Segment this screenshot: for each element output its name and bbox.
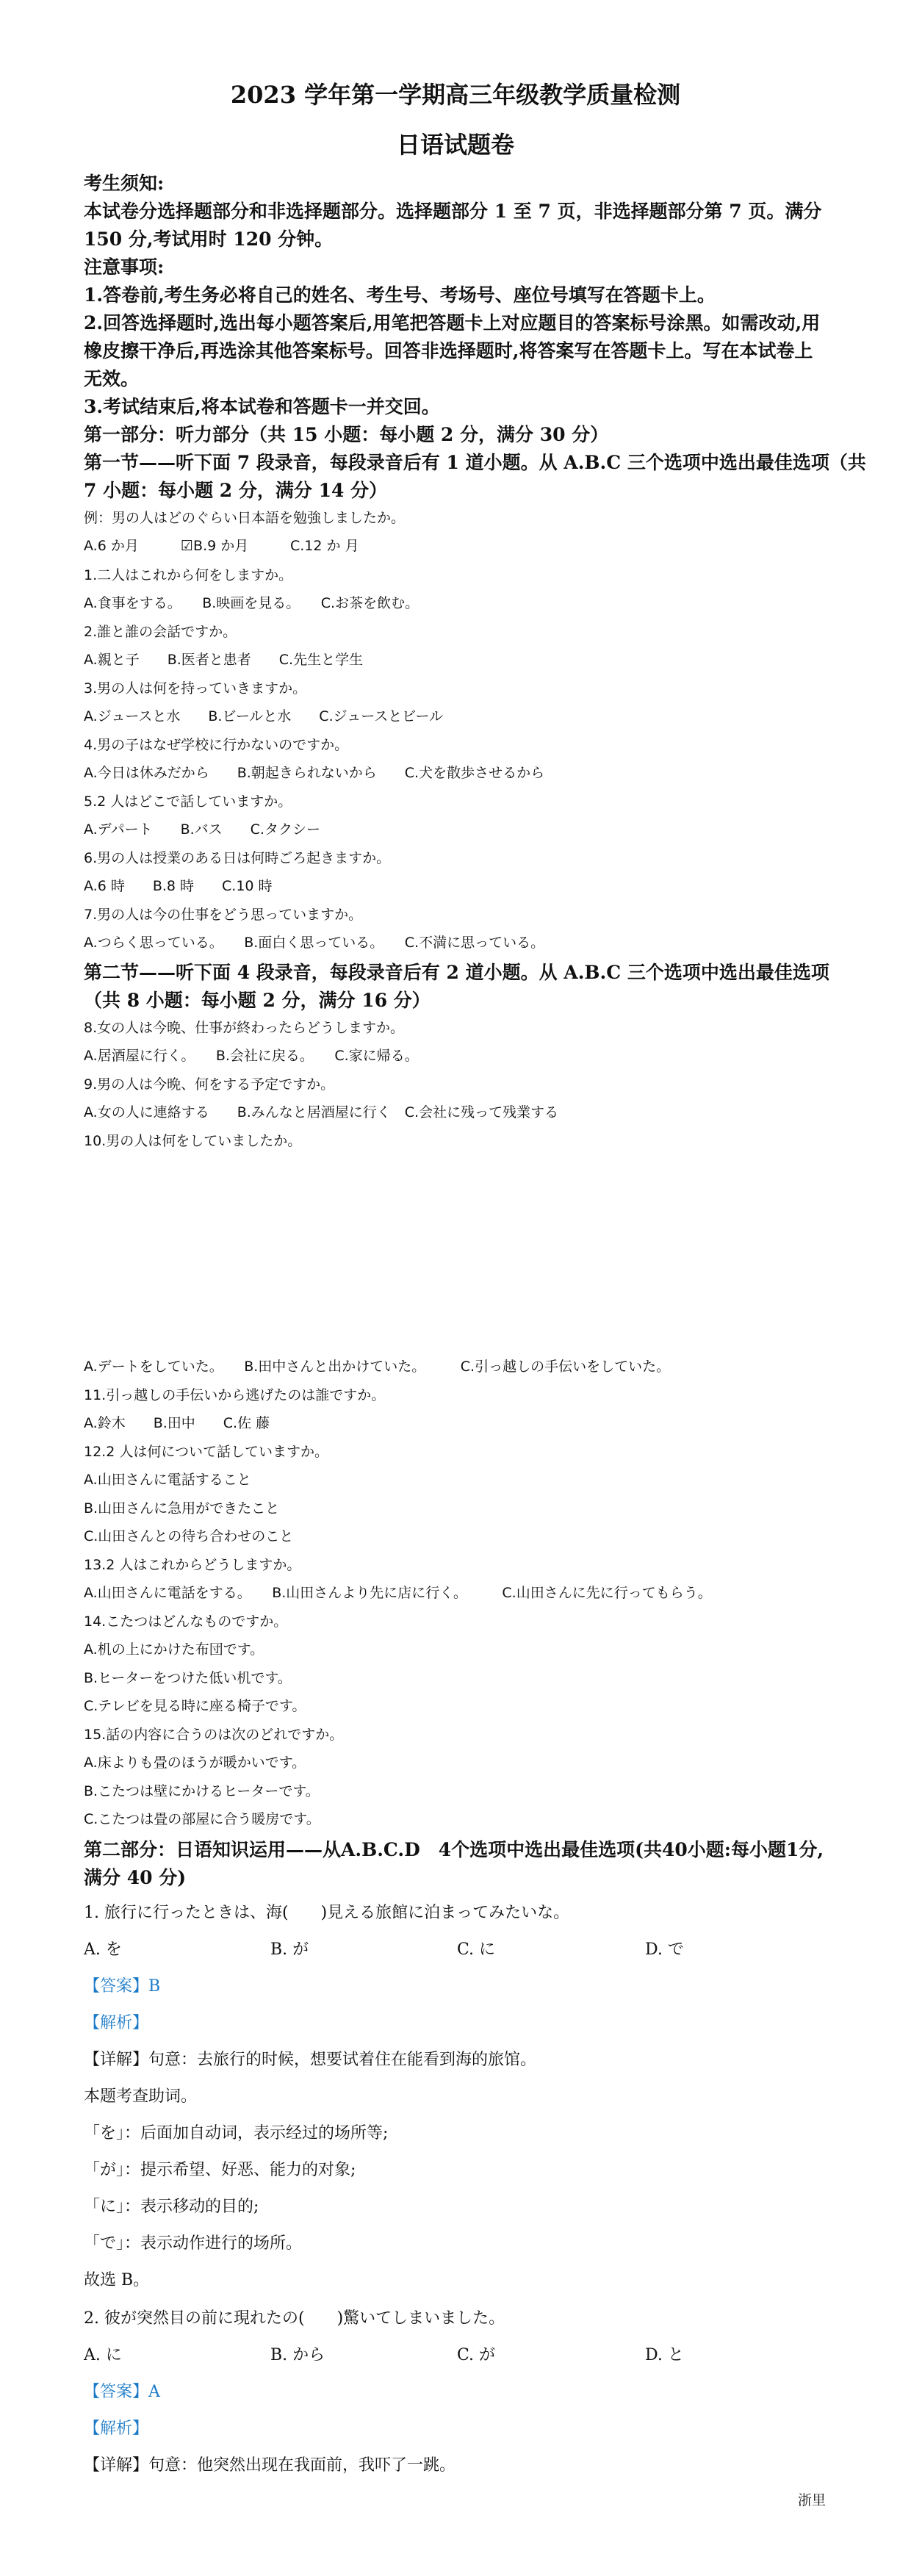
notice-line: 150 分,考试用时 120 分钟。: [84, 229, 334, 250]
question-options: A.女の人に連絡する B.みんなと居酒屋に行く C.会社に残って残業する: [84, 1104, 559, 1120]
question-option: A.山田さんに電話すること: [84, 1472, 251, 1488]
answer-label: 【答案】A: [84, 2383, 160, 2401]
notice-heading: 考生须知:: [84, 173, 165, 194]
option-a: A. に: [84, 2346, 122, 2364]
question: 15.話の内容に合うのは次のどれですか。: [84, 1727, 344, 1743]
question: 10.男の人は何をしていましたか。: [84, 1133, 302, 1149]
section-heading: （共 8 小题：每小题 2 分，满分 16 分）: [84, 990, 431, 1011]
example-option-checked: ☑B.9 か月: [181, 538, 249, 554]
option-d: D. で: [645, 1940, 684, 1959]
question-options: A.デパート B.バス C.タクシー: [84, 821, 320, 838]
notice-item: 1.答卷前,考生务必将自己的姓名、考生号、考场号、座位号填写在答题卡上。: [84, 284, 716, 306]
question: 5.2 人はどこで話していますか。: [84, 794, 292, 810]
question-option: C.山田さんとの待ち合わせのこと: [84, 1528, 294, 1544]
question-options: A.鈴木 B.田中 C.佐 藤: [84, 1415, 270, 1431]
question-option: C.テレビを見る時に座る椅子です。: [84, 1698, 306, 1714]
example-question: 例：男の人はどのぐらい日本語を勉強しましたか。: [84, 510, 406, 526]
option-d: D. と: [645, 2346, 684, 2364]
question: 9.男の人は今晩、何をする予定ですか。: [84, 1076, 335, 1093]
notice-item: 无效。: [84, 368, 140, 389]
explanation-text: 「に」：表示移动的目的;: [84, 2198, 259, 2216]
question: 12.2 人は何について話していますか。: [84, 1444, 328, 1460]
example-option: A.6 か月: [84, 538, 139, 554]
explanation-text: 「を」：后面加自动词，表示经过的场所等;: [84, 2124, 389, 2143]
question: 1.二人はこれから何をしますか。: [84, 567, 293, 583]
question-option: A.床よりも畳のほうが暖かいです。: [84, 1755, 306, 1771]
detail-text: 【详解】句意：去旅行的时候，想要试着住在能看到海的旅馆。: [84, 2051, 537, 2069]
question: 14.こたつはどんなものですか。: [84, 1613, 288, 1630]
question: 13.2 人はこれからどうしますか。: [84, 1557, 301, 1573]
question: 6.男の人は授業のある日は何時ごろ起きますか。: [84, 850, 391, 866]
notice-item: 橡皮擦干净后,再选涂其他答案标号。回答非选择题时,将答案写在答题卡上。写在本试卷上: [84, 340, 813, 361]
detail-text: 【详解】句意：他突然出现在我面前，我吓了一跳。: [84, 2456, 456, 2475]
question: 3.男の人は何を持っていきますか。: [84, 680, 307, 697]
analysis-label: 【解析】: [84, 2420, 149, 2438]
question-options: A.デートをしていた。 B.田中さんと出かけていた。 C.引っ越しの手伝いをしていた。: [84, 1359, 671, 1375]
question-options: A.食事をする。 B.映画を見る。 C.お茶を飲む。: [84, 595, 420, 611]
question-option: C.こたつは畳の部屋に合う暖房です。: [84, 1811, 320, 1827]
option-c: C. が: [457, 2346, 496, 2364]
question-options: A.つらく思っている。 B.面白く思っている。 C.不満に思っている。: [84, 935, 545, 951]
conclusion-text: 故选 B。: [84, 2271, 150, 2289]
question: 2.誰と誰の会話ですか。: [84, 624, 237, 640]
question: 8.女の人は今晩、仕事が終わったらどうしますか。: [84, 1020, 404, 1036]
question-options: A.ジュースと水 B.ビールと水 C.ジュースとビール: [84, 708, 444, 724]
question: 7.男の人は今の仕事をどう思っていますか。: [84, 907, 363, 923]
attention-heading: 注意事项:: [84, 256, 165, 278]
question: 4.男の子はなぜ学校に行かないのですか。: [84, 737, 349, 753]
question-options: A.山田さんに電話をする。 B.山田さんより先に店に行く。 C.山田さんに先に行ってもらう。: [84, 1585, 712, 1601]
exam-title: 2023 学年第一学期高三年级教学质量检测: [230, 81, 681, 109]
notice-item: 2.回答选择题时,选出每小题答案后,用笔把答题卡上对应题目的答案标号涂黑。如需改动,用: [84, 312, 821, 334]
option-b: B. から: [270, 2346, 325, 2364]
exam-subtitle: 日语试题卷: [396, 131, 514, 159]
part1-heading: 第一部分：听力部分（共 15 小题：每小题 2 分，满分 30 分）: [84, 424, 609, 445]
example-option: C.12 か 月: [290, 538, 359, 554]
page-footer: 浙里: [798, 2492, 827, 2508]
explanation-text: 「が」：提示希望、好恶、能力的对象;: [84, 2161, 356, 2179]
question-options: A.今日は休みだから B.朝起きられないから C.犬を散歩させるから: [84, 765, 545, 781]
part2-heading: 满分 40 分): [84, 1867, 187, 1888]
notice-line: 本试卷分选择题部分和非选择题部分。选择题部分 1 至 7 页，非选择题部分第 7 页。满分: [84, 201, 822, 222]
question-option: B.山田さんに急用ができたこと: [84, 1500, 280, 1517]
section-heading: 第一节——听下面 7 段录音，每段录音后有 1 道小题。从 A.B.C 三个选项中选出最佳选项（共: [84, 452, 866, 473]
question-option: B.こたつは壁にかけるヒーターです。: [84, 1783, 320, 1799]
question-options: A.居酒屋に行く。 B.会社に戻る。 C.家に帰る。: [84, 1048, 419, 1064]
analysis-label: 【解析】: [84, 2014, 149, 2032]
explanation-text: 本题考查助词。: [84, 2087, 198, 2106]
answer-label: 【答案】B: [84, 1977, 161, 1996]
option-c: C. に: [457, 1940, 496, 1959]
question-stem: 2. 彼が突然目の前に現れたの( )驚いてしまいました。: [84, 2309, 505, 2328]
question-options: A.親と子 B.医者と患者 C.先生と学生: [84, 652, 364, 668]
question-option: B.ヒーターをつけた低い机です。: [84, 1670, 292, 1686]
part2-heading: 第二部分：日语知识运用——从A.B.C.D 4个选项中选出最佳选项(共40小题:每小题1分,: [84, 1839, 824, 1860]
section-heading: 7 小题：每小题 2 分，满分 14 分）: [84, 480, 388, 501]
option-b: B. が: [270, 1940, 309, 1959]
notice-item: 3.考试结束后,将本试卷和答题卡一并交回。: [84, 396, 440, 417]
explanation-text: 「で」：表示动作进行的场所。: [84, 2234, 303, 2253]
question: 11.引っ越しの手伝いから逃げたのは誰ですか。: [84, 1387, 386, 1403]
section-heading: 第二节——听下面 4 段录音，每段录音后有 2 道小题。从 A.B.C 三个选项中选出最佳选项: [84, 962, 829, 983]
question-option: A.机の上にかけた布団です。: [84, 1641, 264, 1658]
question-options: A.6 時 B.8 時 C.10 時: [84, 878, 273, 894]
option-a: A. を: [84, 1940, 122, 1959]
question-stem: 1. 旅行に行ったときは、海( )見える旅館に泊まってみたいな。: [84, 1904, 570, 1922]
